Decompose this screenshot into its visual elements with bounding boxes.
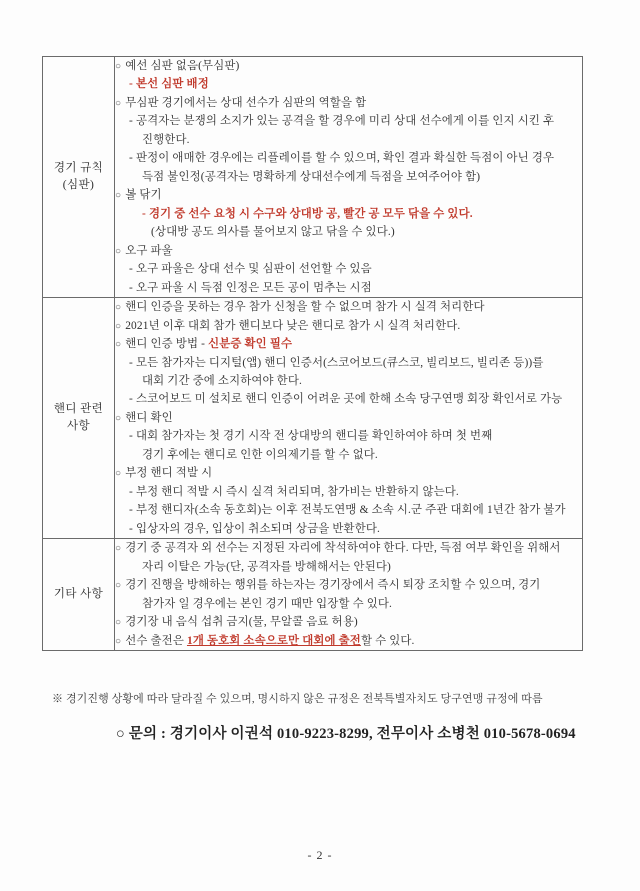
- table-row: [43, 57, 583, 298]
- table-row: [43, 539, 583, 651]
- rule-line: 자리 이탈은 가능(단, 공격자를 방해해서는 안된다): [142, 560, 391, 573]
- rule-line: ○ 볼 닦기: [115, 186, 582, 204]
- rule-line: - 부정 핸디자(소속 동호회)는 이후 전북도연맹 & 소속 시.군 주관 대회에 1년간 참가 불가: [129, 504, 566, 517]
- rule-line: 득점 불인정(공격자는 명확하게 상대선수에게 득점을 보여주어야 함): [142, 170, 481, 183]
- rule-line: - 오구 파울 시 득점 인정은 모든 공이 멈추는 시점: [129, 281, 372, 294]
- rules-table: [42, 56, 583, 651]
- category-cell-other: [43, 539, 115, 651]
- rule-line: ○ 경기 진행을 방해하는 행위를 하는자는 경기장에서 즉시 퇴장 조치할 수 있으며, 경기: [115, 576, 582, 594]
- contact-line: ○ 문의 : 경기이사 이권석 010-9223-8299, 전무이사 소병천 010-5678-0694: [116, 726, 576, 742]
- rule-line-highlight: 1개 동호회 소속으로만 대회에 출전: [186, 634, 361, 647]
- rule-line: ○ 경기 중 공격자 외 선수는 지정된 자리에 착석하여야 한다. 다만, 득점 여부 확인을 위해서: [115, 539, 582, 557]
- rule-line: ○ 핸디 확인: [115, 409, 582, 427]
- rule-line: ○ 핸디 인증을 못하는 경우 참가 신청을 할 수 없으며 참가 시 실격 처리한다: [115, 298, 582, 316]
- category-cell-game-rules: [43, 57, 115, 298]
- rule-line: ○ 오구 파울: [115, 242, 582, 260]
- category-label: 기타 사항: [53, 588, 104, 601]
- rule-line: ○ 부정 핸디 적발 시: [115, 464, 582, 482]
- category-cell-handicap: [43, 298, 115, 539]
- rule-line-highlight: - 본선 심판 배정: [129, 78, 209, 91]
- rule-line: - 대회 참가자는 첫 경기 시작 전 상대방의 핸디를 확인하여야 하며 첫 번째: [129, 430, 493, 443]
- rule-line: ○ 핸디 인증 방법 - 신분증 확인 필수: [115, 335, 582, 353]
- rule-line-highlight: - 경기 중 선수 요청 시 수구와 상대방 공, 빨간 공 모두 닦을 수 있다.: [142, 207, 473, 220]
- category-label: 핸디 관련: [53, 403, 104, 416]
- rule-line: 진행한다.: [142, 133, 190, 146]
- category-sublabel: (심판): [62, 179, 95, 192]
- rules-table-body: [43, 57, 583, 651]
- rule-line: 경기 후에는 핸디로 인한 이의제기를 할 수 없다.: [142, 448, 378, 461]
- content-cell-other: [115, 539, 583, 651]
- content-cell-game-rules: [115, 57, 583, 298]
- rule-line: 대회 기간 중에 소지하여야 한다.: [142, 374, 302, 387]
- rule-line: - 공격자는 분쟁의 소지가 있는 공격을 할 경우에 미리 상대 선수에게 이를 인지 시킨 후: [129, 115, 555, 128]
- rule-line-highlight: 신분증 확인 필수: [208, 338, 293, 351]
- rule-line: ○ 예선 심판 없음(무심판): [115, 57, 582, 75]
- rule-line: ○ 경기장 내 음식 섭취 금지(물, 무알콜 음료 허용): [115, 613, 582, 631]
- rule-line: 참가자 일 경우에는 본인 경기 때만 입장할 수 있다.: [142, 597, 393, 610]
- page-number: - 2 -: [307, 848, 333, 862]
- rule-line: - 부정 핸디 적발 시 즉시 실격 처리되며, 참가비는 반환하지 않는다.: [129, 485, 459, 498]
- rule-line: - 오구 파울은 상대 선수 및 심판이 선언할 수 있음: [129, 263, 372, 276]
- rule-line: - 모든 참가자는 디지털(앱) 핸디 인증서(스코어보드(큐스코, 빌리보드, 빌리존 등))를: [129, 356, 544, 369]
- content-cell-handicap: [115, 298, 583, 539]
- category-label: 경기 규칙: [53, 162, 104, 175]
- rule-line: ○ 2021년 이후 대회 참가 핸디보다 낮은 핸디로 참가 시 실격 처리한다.: [115, 317, 582, 335]
- footnote: ※ 경기진행 상황에 따라 달라질 수 있으며, 명시하지 않은 규정은 전북특별자치도 당구연맹 규정에 따름: [52, 693, 543, 705]
- rule-line: ○ 무심판 경기에서는 상대 선수가 심판의 역할을 함: [115, 94, 582, 112]
- rule-line: (상대방 공도 의사를 물어보지 않고 닦을 수 있다.): [151, 226, 395, 239]
- rule-line: - 스코어보드 미 설치로 핸디 인증이 어려운 곳에 한해 소속 당구연맹 회장 확인서로 가능: [129, 393, 563, 406]
- rule-line: - 판정이 애매한 경우에는 리플레이를 할 수 있으며, 확인 결과 확실한 득점이 아닌 경우: [129, 152, 555, 165]
- rule-line: ○ 선수 출전은 1개 동호회 소속으로만 대회에 출전할 수 있다.: [115, 632, 582, 650]
- rule-line: - 입상자의 경우, 입상이 취소되며 상금을 반환한다.: [129, 522, 380, 535]
- table-row: [43, 298, 583, 539]
- category-sublabel: 사항: [66, 420, 91, 433]
